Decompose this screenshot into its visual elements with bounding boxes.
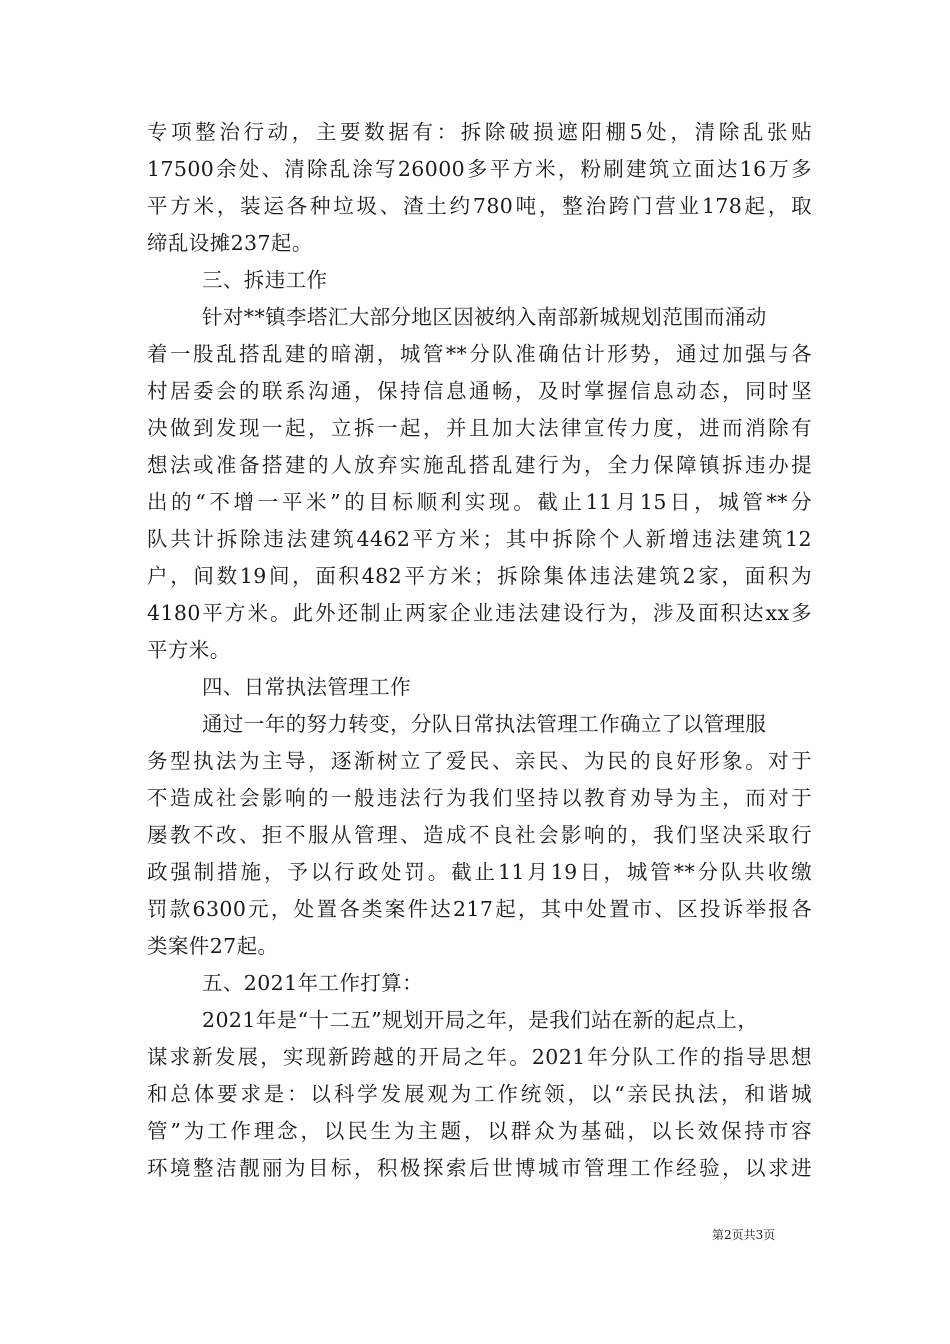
text-line: 村居委会的联系沟通，保持信息通畅，及时掌握信息动态，同时坚 <box>147 379 812 403</box>
text-line: 决做到发现一起，立拆一起，并且加大法律宣传力度，进而消除有 <box>147 416 812 440</box>
document-body <box>147 114 812 1187</box>
text-line: 平方米，装运各种垃圾、渣土约780吨，整治跨门营业178起，取 <box>147 194 812 218</box>
text-line: 罚款6300元，处置各类案件达217起，其中处置市、区投诉举报各 <box>147 897 812 921</box>
text-line: 四、日常执法管理工作 <box>202 675 411 699</box>
page-number: 第2页共3页 <box>712 1228 776 1242</box>
text-line: 通过一年的努力转变，分队日常执法管理工作确立了以管理服 <box>202 712 767 736</box>
text-line: 屡教不改、拒不服从管理、造成不良社会影响的，我们坚决采取行 <box>147 823 812 847</box>
text-line: 4180平方米。此外还制止两家企业违法建设行为，涉及面积达xx多 <box>147 601 812 625</box>
page-footer <box>0 1226 950 1246</box>
text-line: 不造成社会影响的一般违法行为我们坚持以教育劝导为主，而对于 <box>147 786 812 810</box>
text-line: 着一股乱搭乱建的暗潮，城管**分队准确估计形势，通过加强与各 <box>147 342 812 366</box>
text-line: 针对**镇李塔汇大部分地区因被纳入南部新城规划范围而涌动 <box>202 305 767 329</box>
text-line: 五、2021年工作打算： <box>202 971 423 995</box>
text-line: 户，间数19间，面积482平方米；拆除集体违法建筑2家，面积为 <box>147 564 812 588</box>
text-line: 三、拆违工作 <box>202 268 328 292</box>
text-line: 想法或准备搭建的人放弃实施乱搭乱建行为，全力保障镇拆违办提 <box>147 453 812 477</box>
text-line: 务型执法为主导，逐渐树立了爱民、亲民、为民的良好形象。对于 <box>147 749 812 773</box>
text-line: 和总体要求是：以科学发展观为工作统领，以“亲民执法，和谐城 <box>147 1082 812 1106</box>
text-line: 政强制措施，予以行政处罚。截止11月19日，城管**分队共收缴 <box>147 860 812 884</box>
text-line: 环境整洁靓丽为目标，积极探索后世博城市管理工作经验，以求进 <box>147 1156 812 1180</box>
text-line: 2021年是“十二五”规划开局之年，是我们站在新的起点上， <box>202 1008 759 1032</box>
text-line: 类案件27起。 <box>147 934 279 958</box>
text-line: 专项整治行动，主要数据有：拆除破损遮阳棚5处，清除乱张贴 <box>147 120 812 144</box>
text-line: 出的“不增一平米”的目标顺利实现。截止11月15日，城管**分 <box>147 490 812 514</box>
text-line: 缔乱设摊237起。 <box>147 231 313 255</box>
text-line: 17500余处、清除乱涂写26000多平方米，粉刷建筑立面达16万多 <box>147 157 812 181</box>
text-line: 谋求新发展，实现新跨越的开局之年。2021年分队工作的指导思想 <box>147 1045 812 1069</box>
text-line: 队共计拆除违法建筑4462平方米；其中拆除个人新增违法建筑12 <box>147 527 812 551</box>
text-line: 管”为工作理念，以民生为主题，以群众为基础，以长效保持市容 <box>147 1119 812 1143</box>
text-line: 平方米。 <box>147 638 231 662</box>
